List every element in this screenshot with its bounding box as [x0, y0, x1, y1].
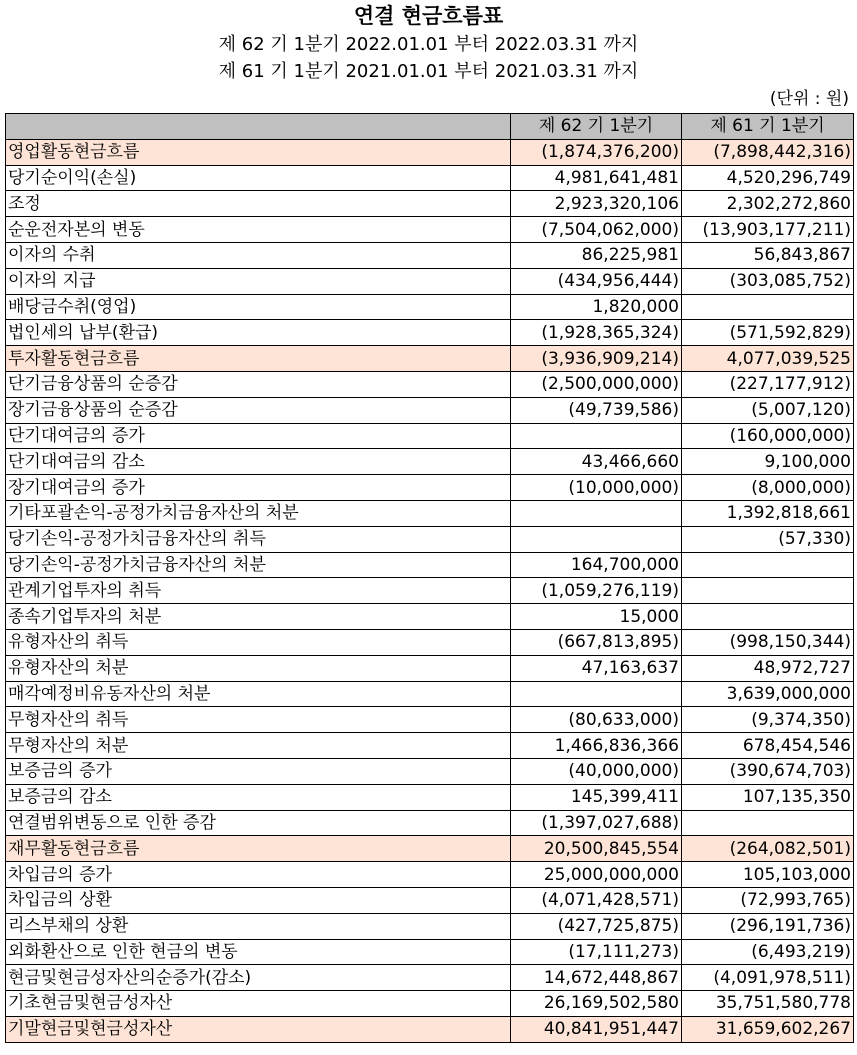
row-label: 영업활동현금흐름 — [6, 139, 511, 165]
row-label: 차입금의 상환 — [6, 887, 511, 913]
prior-period-value: (72,993,765) — [682, 887, 854, 913]
row-label: 단기대여금의 감소 — [6, 449, 511, 475]
current-period-value: (49,739,586) — [511, 397, 682, 423]
prior-period-value: (303,085,752) — [682, 268, 854, 294]
prior-period-value: 678,454,546 — [682, 733, 854, 759]
section-row — [6, 139, 854, 165]
table-row — [6, 578, 854, 604]
section-row — [6, 1016, 854, 1042]
row-label: 법인세의 납부(환급) — [6, 320, 511, 346]
row-label: 유형자산의 처분 — [6, 655, 511, 681]
table-row — [6, 629, 854, 655]
current-period-value: (7,504,062,000) — [511, 217, 682, 243]
current-period-value — [511, 681, 682, 707]
row-label: 조정 — [6, 191, 511, 217]
current-period-value: 15,000 — [511, 604, 682, 630]
table-row — [6, 217, 854, 243]
table-row — [6, 784, 854, 810]
prior-period-value — [682, 810, 854, 836]
table-row — [6, 242, 854, 268]
current-period-value — [511, 423, 682, 449]
row-label: 매각예정비유동자산의 처분 — [6, 681, 511, 707]
table-row — [6, 268, 854, 294]
table-row — [6, 939, 854, 965]
row-label: 당기순이익(손실) — [6, 165, 511, 191]
row-label: 장기대여금의 증가 — [6, 475, 511, 501]
current-period-value: (40,000,000) — [511, 758, 682, 784]
current-period-value: (80,633,000) — [511, 707, 682, 733]
row-label: 당기손익-공정가치금융자산의 취득 — [6, 526, 511, 552]
row-label: 무형자산의 취득 — [6, 707, 511, 733]
row-label: 단기대여금의 증가 — [6, 423, 511, 449]
prior-period-value: 4,520,296,749 — [682, 165, 854, 191]
prior-period-value — [682, 552, 854, 578]
table-body — [6, 139, 854, 1042]
row-label: 유형자산의 취득 — [6, 629, 511, 655]
prior-period-value: (7,898,442,316) — [682, 139, 854, 165]
row-label: 단기금융상품의 순증감 — [6, 371, 511, 397]
table-row — [6, 913, 854, 939]
row-label: 관계기업투자의 취득 — [6, 578, 511, 604]
prior-period-value — [682, 604, 854, 630]
prior-period-value: (5,007,120) — [682, 397, 854, 423]
table-row — [6, 965, 854, 991]
table-row — [6, 681, 854, 707]
current-period-value: 1,820,000 — [511, 294, 682, 320]
unit-label: (단위 : 원) — [769, 89, 849, 109]
prior-period-value: 1,392,818,661 — [682, 500, 854, 526]
current-period-value: (434,956,444) — [511, 268, 682, 294]
current-period-value: 145,399,411 — [511, 784, 682, 810]
prior-period-value: 2,302,272,860 — [682, 191, 854, 217]
current-period-value: (427,725,875) — [511, 913, 682, 939]
table-row — [6, 526, 854, 552]
row-label: 연결범위변동으로 인한 증감 — [6, 810, 511, 836]
table-row — [6, 500, 854, 526]
header-current-period: 제 62 기 1분기 — [511, 114, 682, 140]
current-period-value: 164,700,000 — [511, 552, 682, 578]
table-row — [6, 294, 854, 320]
row-label: 기초현금및현금성자산 — [6, 991, 511, 1017]
table-row — [6, 475, 854, 501]
prior-period-value — [682, 578, 854, 604]
prior-period-value: (571,592,829) — [682, 320, 854, 346]
table-row — [6, 320, 854, 346]
current-period-value: (1,874,376,200) — [511, 139, 682, 165]
prior-period-value: (227,177,912) — [682, 371, 854, 397]
prior-period-value: 48,972,727 — [682, 655, 854, 681]
prior-period-value: 3,639,000,000 — [682, 681, 854, 707]
current-period-value: (1,059,276,119) — [511, 578, 682, 604]
current-period-value: 47,163,637 — [511, 655, 682, 681]
prior-period-value: (13,903,177,211) — [682, 217, 854, 243]
current-period-value: (3,936,909,214) — [511, 346, 682, 372]
row-label: 외화환산으로 인한 현금의 변동 — [6, 939, 511, 965]
table-row — [6, 655, 854, 681]
header-label-col — [6, 114, 511, 140]
current-period-value: (667,813,895) — [511, 629, 682, 655]
current-period-value: (4,071,428,571) — [511, 887, 682, 913]
current-period-value: 1,466,836,366 — [511, 733, 682, 759]
current-period-value: (1,397,027,688) — [511, 810, 682, 836]
table-row — [6, 991, 854, 1017]
current-period-value: 25,000,000,000 — [511, 862, 682, 888]
row-label: 투자활동현금흐름 — [6, 346, 511, 372]
table-row — [6, 449, 854, 475]
row-label: 무형자산의 처분 — [6, 733, 511, 759]
row-label: 리스부채의 상환 — [6, 913, 511, 939]
row-label: 이자의 지급 — [6, 268, 511, 294]
row-label: 보증금의 감소 — [6, 784, 511, 810]
row-label: 재무활동현금흐름 — [6, 836, 511, 862]
table-row — [6, 707, 854, 733]
table-row — [6, 604, 854, 630]
prior-period-value: 31,659,602,267 — [682, 1016, 854, 1042]
table-row — [6, 810, 854, 836]
prior-period-value: (264,082,501) — [682, 836, 854, 862]
current-period-value: 20,500,845,554 — [511, 836, 682, 862]
current-period-value: 14,672,448,867 — [511, 965, 682, 991]
row-label: 배당금수취(영업) — [6, 294, 511, 320]
prior-period-value: (296,191,736) — [682, 913, 854, 939]
prior-period-value: 35,751,580,778 — [682, 991, 854, 1017]
current-period-value: (2,500,000,000) — [511, 371, 682, 397]
prior-period-value: (390,674,703) — [682, 758, 854, 784]
current-period-value: 40,841,951,447 — [511, 1016, 682, 1042]
table-row — [6, 758, 854, 784]
row-label: 종속기업투자의 처분 — [6, 604, 511, 630]
section-row — [6, 346, 854, 372]
table-row — [6, 733, 854, 759]
table-row — [6, 423, 854, 449]
table-row — [6, 371, 854, 397]
table-row — [6, 397, 854, 423]
prior-period-value: (160,000,000) — [682, 423, 854, 449]
current-period-value — [511, 526, 682, 552]
prior-period-value: 9,100,000 — [682, 449, 854, 475]
current-period: 제 62 기 1분기 2022.01.01 부터 2022.03.31 까지 — [218, 34, 639, 55]
current-period-value: 26,169,502,580 — [511, 991, 682, 1017]
cash-flow-table — [5, 113, 854, 1043]
current-period-value — [511, 500, 682, 526]
prior-period-value: (9,374,350) — [682, 707, 854, 733]
row-label: 차입금의 증가 — [6, 862, 511, 888]
section-row — [6, 836, 854, 862]
table-row — [6, 552, 854, 578]
current-period-value: 4,981,641,481 — [511, 165, 682, 191]
prior-period-value: 105,103,000 — [682, 862, 854, 888]
prior-period-value: 56,843,867 — [682, 242, 854, 268]
prior-period-value: (8,000,000) — [682, 475, 854, 501]
prior-period-value: (6,493,219) — [682, 939, 854, 965]
prior-period-value: 107,135,350 — [682, 784, 854, 810]
current-period-value: 43,466,660 — [511, 449, 682, 475]
current-period-value: 86,225,981 — [511, 242, 682, 268]
table-header — [6, 114, 854, 140]
current-period-value: (17,111,273) — [511, 939, 682, 965]
row-label: 장기금융상품의 순증감 — [6, 397, 511, 423]
prior-period-value: (4,091,978,511) — [682, 965, 854, 991]
table-row — [6, 191, 854, 217]
row-label: 보증금의 증가 — [6, 758, 511, 784]
prior-period-value: (57,330) — [682, 526, 854, 552]
table-row — [6, 887, 854, 913]
row-label: 기말현금및현금성자산 — [6, 1016, 511, 1042]
current-period-value: 2,923,320,106 — [511, 191, 682, 217]
row-label: 순운전자본의 변동 — [6, 217, 511, 243]
statement-title: 연결 현금흐름표 — [353, 4, 504, 28]
row-label: 현금및현금성자산의순증가(감소) — [6, 965, 511, 991]
table-row — [6, 862, 854, 888]
header-prior-period: 제 61 기 1분기 — [682, 114, 854, 140]
current-period-value: (10,000,000) — [511, 475, 682, 501]
row-label: 이자의 수취 — [6, 242, 511, 268]
prior-period-value — [682, 294, 854, 320]
row-label: 기타포괄손익-공정가치금융자산의 처분 — [6, 500, 511, 526]
prior-period-value: (998,150,344) — [682, 629, 854, 655]
current-period-value: (1,928,365,324) — [511, 320, 682, 346]
prior-period-value: 4,077,039,525 — [682, 346, 854, 372]
row-label: 당기손익-공정가치금융자산의 처분 — [6, 552, 511, 578]
table-row — [6, 165, 854, 191]
prior-period: 제 61 기 1분기 2021.01.01 부터 2021.03.31 까지 — [218, 61, 639, 82]
